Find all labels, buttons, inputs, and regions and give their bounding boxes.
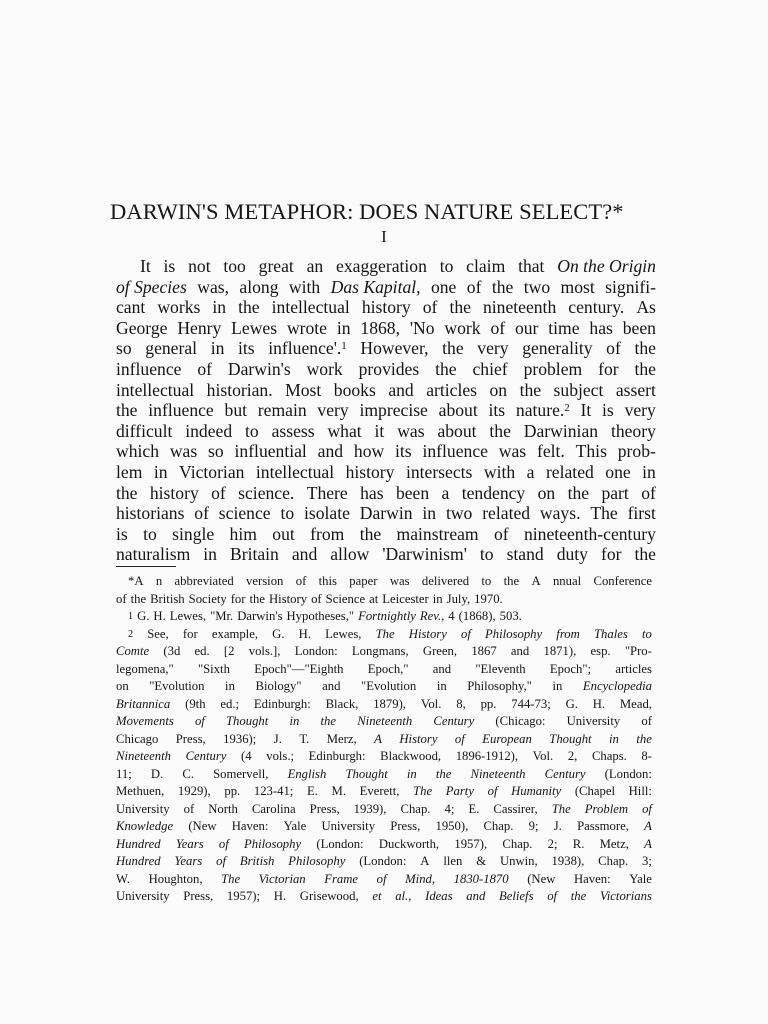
footnote-line: Britannica (9th ed.; Edinburgh: Black, 1879), Vol. 8, pp. 744-73; G. H. Mead, bbox=[116, 696, 652, 711]
body-line: the influence but remain very imprecise about its nature.$^2$ It is very bbox=[116, 400, 656, 421]
footnote-line: Comte (3d ed. [2 vols.], London: Longmans, Green, 1867 and 1871), esp. "Pro- bbox=[116, 644, 652, 658]
footnote-line: University Press, 1957); H. Grisewood, et al., Ideas and Beliefs of the Victorians bbox=[116, 889, 652, 903]
footnote-line: *A n abbreviated version of this paper was delivered to the A nnual Conference bbox=[128, 574, 652, 588]
body-line: naturalism in Britain and allow 'Darwinism' to stand duty for the bbox=[116, 544, 656, 565]
footnotes bbox=[116, 573, 652, 906]
footnote-line: on "Evolution in Biology" and "Evolution in Philosophy," in Encyclopedia bbox=[116, 679, 652, 693]
body-line: It is not too great an exaggeration to claim that On the Origin bbox=[140, 256, 656, 276]
footnote-line: Knowledge (New Haven: Yale University Press, 1950), Chap. 9; J. Passmore, A bbox=[116, 819, 652, 833]
body-line: difficult indeed to assess what it was about the Darwinian theory bbox=[116, 420, 656, 441]
footnote-line: Hundred Years of Philosophy (London: Duckworth, 1957), Chap. 2; R. Metz, A bbox=[116, 836, 652, 851]
footnote-line: Hundred Years of British Philosophy (London: A llen & Unwin, 1938), Chap. 3; bbox=[116, 854, 652, 868]
footnote-line: 2 See, for example, G. H. Lewes, The History of Philosophy from Thales to bbox=[128, 626, 652, 641]
footnote-line: Nineteenth Century (4 vols.; Edinburgh: Blackwood, 1896-1912), Vol. 2, Chaps. 8- bbox=[116, 749, 652, 763]
body-line: George Henry Lewes wrote in 1868, 'No work of our time has been bbox=[116, 317, 656, 338]
footnote-line: 11; D. C. Somervell, English Thought in the Nineteenth Century (London: bbox=[116, 766, 652, 781]
body-line: historians of science to isolate Darwin in two related ways. The first bbox=[116, 503, 656, 524]
body-paragraph bbox=[116, 256, 656, 565]
footnote-line: 1 G. H. Lewes, "Mr. Darwin's Hypotheses," Fortnightly Rev., 4 (1868), 503. bbox=[128, 609, 522, 623]
body-line: influence of Darwin's work provides the chief problem for the bbox=[116, 358, 656, 379]
body-line: is to single him out from the mainstream of nineteenth-century bbox=[116, 523, 656, 544]
body-line: intellectual historian. Most books and articles on the subject assert bbox=[116, 379, 656, 400]
footnote-line: W. Houghton, The Victorian Frame of Mind, 1830-1870 (New Haven: Yale bbox=[116, 871, 652, 886]
body-line: cant works in the intellectual history of the nineteenth century. As bbox=[116, 297, 656, 318]
footnote-line: University of North Carolina Press, 1939), Chap. 4; E. Cassirer, The Problem of bbox=[116, 801, 652, 816]
footnote-line: legomena," "Sixth Epoch"—"Eighth Epoch," and "Eleventh Epoch"; articles bbox=[116, 661, 652, 676]
body-line: the history of science. There has been a tendency on the part of bbox=[116, 482, 656, 503]
footnote-line: Chicago Press, 1936); J. T. Merz, A History of European Thought in the bbox=[116, 731, 652, 746]
footnote-line: Methuen, 1929), pp. 123-41; E. M. Everett, The Party of Humanity (Chapel Hill: bbox=[116, 784, 652, 798]
footnote-line: Movements of Thought in the Nineteenth Century (Chicago: University of bbox=[116, 714, 652, 728]
section-number: I bbox=[381, 227, 387, 246]
footnote-rule bbox=[116, 566, 176, 567]
article-title: DARWIN'S METAPHOR: DOES NATURE SELECT?* bbox=[110, 199, 624, 224]
body-line: so general in its influence'.$^1$ However, the very generality of the bbox=[116, 338, 656, 359]
body-line: which was so influential and how its influence was felt. This prob- bbox=[116, 441, 656, 462]
footnote-line: of the British Society for the History of Science at Leicester in July, 1970. bbox=[116, 591, 503, 606]
body-line: of Species was, along with Das Kapital, one of the two most signifi- bbox=[116, 276, 656, 297]
body-line: lem in Victorian intellectual history intersects with a related one in bbox=[116, 461, 656, 482]
